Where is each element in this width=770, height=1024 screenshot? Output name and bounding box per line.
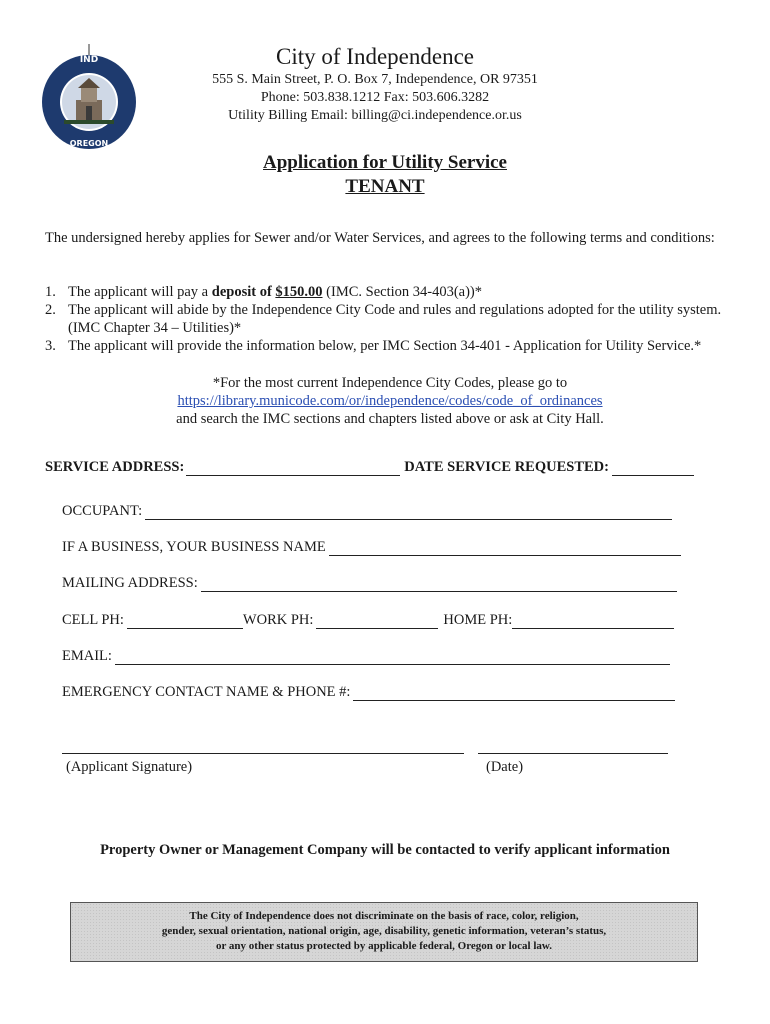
- intro-paragraph: The undersigned hereby applies for Sewer and/or Water Services, and agrees to the following terms and conditions:: [45, 230, 715, 246]
- occupant-label: OCCUPANT:: [62, 503, 143, 519]
- mailing-address-field[interactable]: [201, 577, 677, 592]
- term-number: 3.: [45, 338, 56, 354]
- org-address: 555 S. Main Street, P. O. Box 7, Independence, OR 97351: [212, 72, 538, 87]
- work-phone-field[interactable]: [316, 614, 438, 629]
- mailing-address-label: MAILING ADDRESS:: [62, 575, 198, 591]
- code-note-instructions: and search the IMC sections and chapters listed above or ask at City Hall.: [176, 411, 604, 427]
- phone-row: [62, 612, 674, 629]
- deposit-amount: $150.00: [275, 284, 323, 300]
- home-phone-label: HOME PH:: [443, 612, 513, 628]
- occupant-field[interactable]: [145, 505, 672, 520]
- service-address-field[interactable]: [186, 461, 400, 476]
- term-number: 1.: [45, 284, 56, 300]
- verification-notice: Property Owner or Management Company will be contacted to verify applicant information: [100, 842, 670, 858]
- org-name: City of Independence: [276, 44, 474, 69]
- svg-text:OREGON: OREGON: [69, 139, 109, 148]
- notice-line: The City of Independence does not discriminate on the basis of race, color, religion,: [189, 910, 579, 922]
- term-text: (IMC. Section 34-403(a))*: [322, 284, 482, 300]
- mailing-address-row: [62, 575, 677, 592]
- form-subtitle: TENANT: [345, 176, 425, 197]
- org-phone-fax: Phone: 503.838.1212 Fax: 503.606.3282: [260, 90, 490, 105]
- term-text: The applicant will abide by the Independence City Code and rules and regulations adopted for the utility system. (IMC Chapter 34 – Utilities)*: [68, 302, 722, 336]
- cell-phone-label: CELL PH:: [62, 612, 124, 628]
- email-field[interactable]: [115, 650, 670, 665]
- code-note: *For the most current Independence City Codes, please go to: [212, 375, 568, 391]
- signature-date-label: (Date): [486, 759, 524, 775]
- business-name-label: IF A BUSINESS, YOUR BUSINESS NAME: [62, 539, 326, 555]
- term-text: The applicant will pay a: [68, 284, 212, 300]
- occupant-row: [62, 503, 672, 520]
- email-row: [62, 648, 670, 665]
- applicant-signature-line[interactable]: [62, 752, 464, 754]
- org-billing-email: Utility Billing Email: billing@ci.independence.or.us: [228, 108, 522, 123]
- svg-text:IND: IND: [79, 55, 99, 65]
- email-label: EMAIL:: [62, 648, 112, 664]
- applicant-signature-label: (Applicant Signature): [66, 759, 193, 775]
- notice-line: gender, sexual orientation, national origin, age, disability, genetic information, veteran’s status,: [161, 925, 607, 937]
- emergency-contact-row: [62, 684, 675, 701]
- emergency-contact-label: EMERGENCY CONTACT NAME & PHONE #:: [62, 684, 351, 700]
- form-title: Application for Utility Service: [263, 152, 507, 173]
- term-text: The applicant will provide the information below, per IMC Section 34-401 - Application for Utility Service.*: [68, 338, 702, 354]
- signature-date-line[interactable]: [478, 752, 668, 754]
- work-phone-label: WORK PH:: [242, 612, 314, 628]
- non-discrimination-box: [70, 902, 698, 962]
- municode-link[interactable]: https://library.municode.com/or/independence/codes/code_of_ordinances: [177, 393, 603, 409]
- city-seal-logo: [40, 42, 138, 154]
- date-requested-label: DATE SERVICE REQUESTED:: [404, 459, 609, 475]
- business-name-row: [62, 539, 681, 556]
- term-bold: deposit of: [211, 284, 276, 300]
- date-requested-field[interactable]: [612, 461, 694, 476]
- service-address-label: SERVICE ADDRESS:: [45, 459, 185, 475]
- service-address-row: [45, 459, 694, 476]
- notice-line: or any other status protected by applicable federal, Oregon or local law.: [216, 940, 552, 952]
- term-number: 2.: [45, 302, 56, 318]
- emergency-contact-field[interactable]: [353, 686, 675, 701]
- cell-phone-field[interactable]: [127, 614, 243, 629]
- business-name-field[interactable]: [329, 541, 681, 556]
- home-phone-field[interactable]: [512, 614, 674, 629]
